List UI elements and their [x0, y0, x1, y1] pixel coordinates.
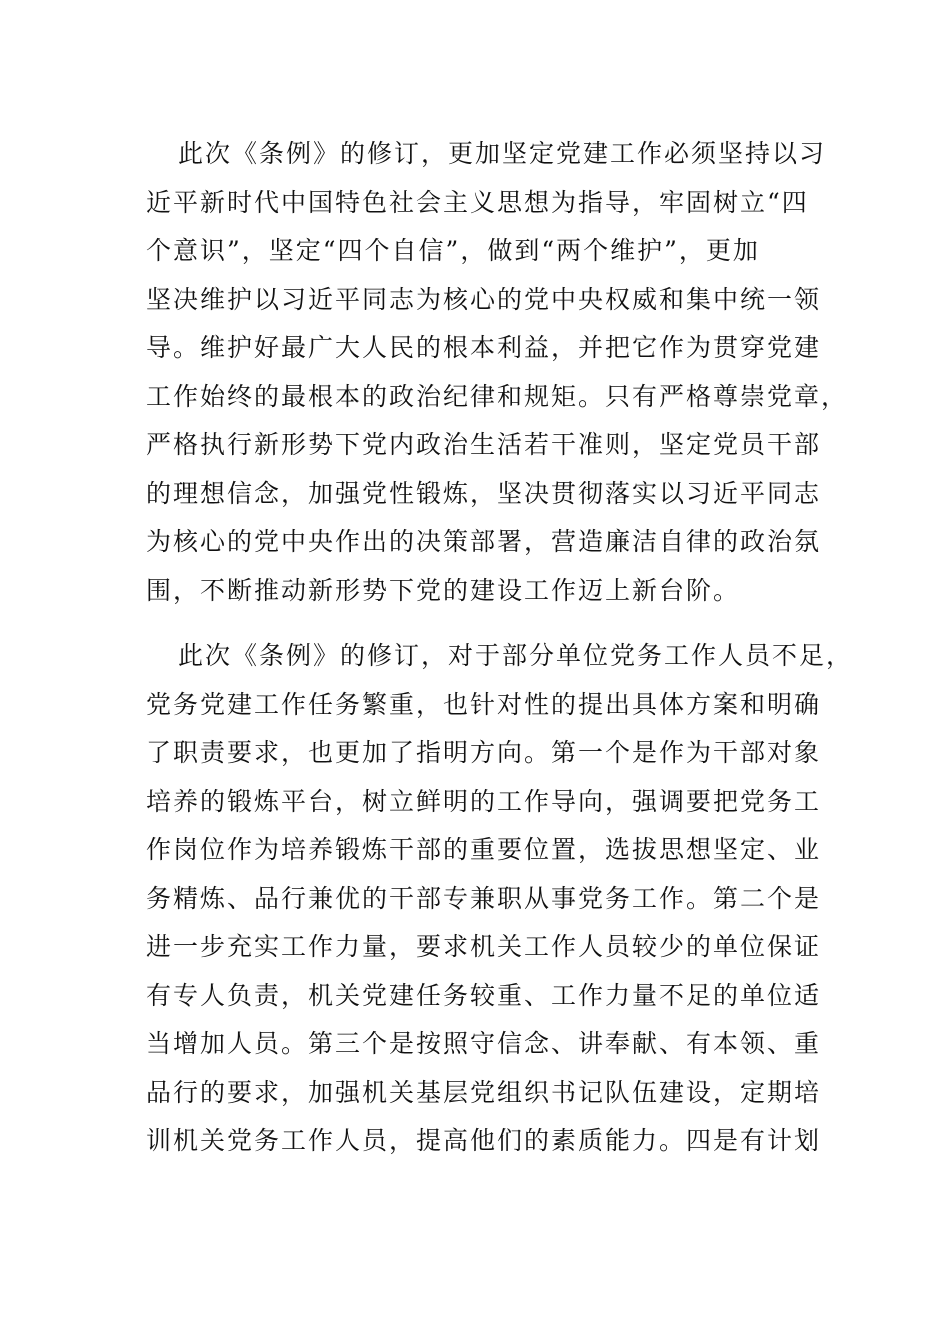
text-line: 作岗位作为培养锻炼干部的重要位置，选拔思想坚定、业	[146, 835, 822, 864]
paragraph-2	[146, 632, 854, 1166]
text-line: 当增加人员。第三个是按照守信念、讲奉献、有本领、重	[146, 1029, 822, 1058]
text-line: 工作始终的最根本的政治纪律和规矩。只有严格尊崇党章，	[146, 381, 849, 411]
text-line: 训机关党务工作人员，提高他们的素质能力。四是有计划	[146, 1126, 822, 1155]
paragraph-1	[146, 130, 849, 615]
text-line: 近平新时代中国特色社会主义思想为指导，牢固树立“四	[146, 187, 809, 217]
text-line: 务精炼、品行兼优的干部专兼职从事党务工作。第二个是	[146, 883, 822, 913]
text-line: 了职责要求，也更加了指明方向。第一个是作为干部对象	[146, 738, 822, 767]
text-line: 进一步充实工作力量，要求机关工作人员较少的单位保证	[146, 932, 822, 961]
text-line: 为核心的党中央作出的决策部署，营造廉洁自律的政治氛	[146, 527, 822, 556]
text-line: 围，不断推动新形势下党的建设工作迈上新台阶。	[146, 575, 741, 605]
text-line: 导。维护好最广大人民的根本利益，并把它作为贯穿党建	[146, 333, 822, 362]
text-line: 品行的要求，加强机关基层党组织书记队伍建设，定期培	[146, 1077, 822, 1107]
text-line: 此次《条例》的修订，对于部分单位党务工作人员不足，	[178, 641, 854, 670]
text-line: 培养的锻炼平台，树立鲜明的工作导向，强调要把党务工	[146, 786, 822, 816]
text-line: 的理想信念，加强党性锻炼，坚决贯彻落实以习近平同志	[146, 478, 822, 508]
text-line: 有专人负责，机关党建任务较重、工作力量不足的单位适	[146, 980, 822, 1010]
text-line: 坚决维护以习近平同志为核心的党中央权威和集中统一领	[146, 284, 822, 314]
text-line: 严格执行新形势下党内政治生活若干准则，坚定党员干部	[146, 430, 822, 459]
text-line: 此次《条例》的修订，更加坚定党建工作必须坚持以习	[178, 139, 827, 168]
text-line: 个意识”，坚定“四个自信”，做到“两个维护”，更加	[146, 236, 760, 265]
text-line: 党务党建工作任务繁重，也针对性的提出具体方案和明确	[146, 689, 822, 719]
